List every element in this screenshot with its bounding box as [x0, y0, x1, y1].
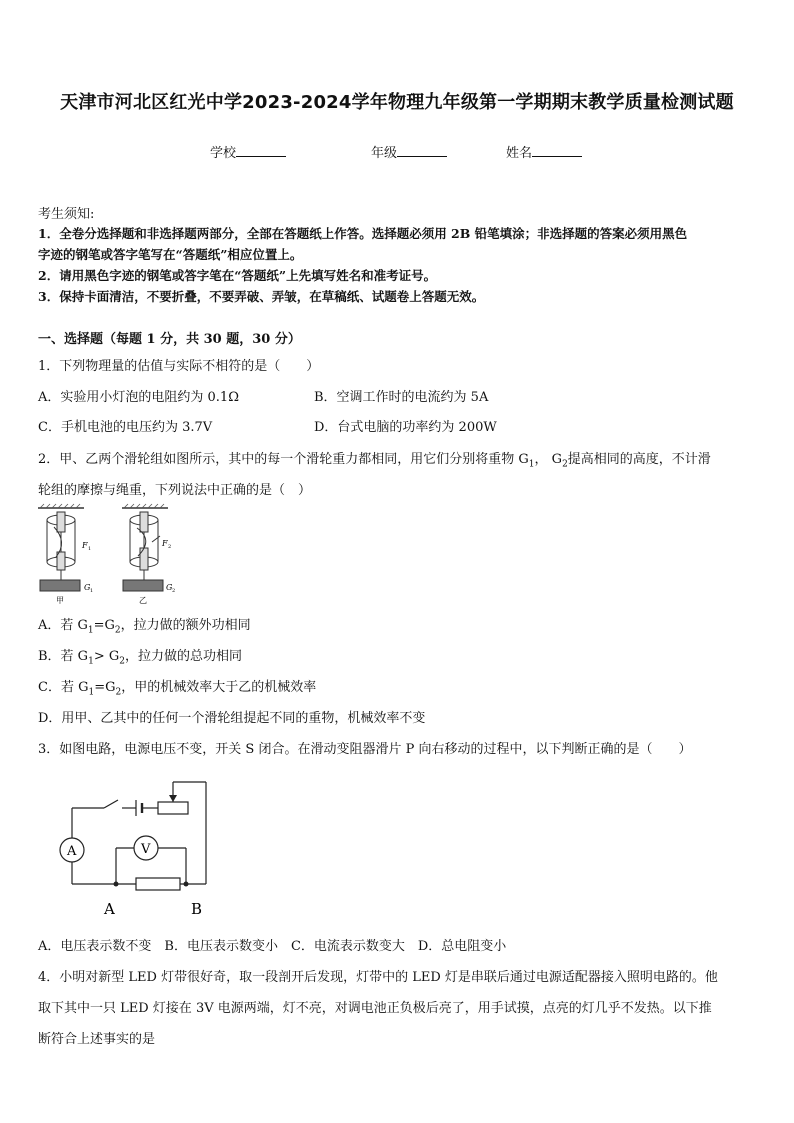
grade-field[interactable]: [371, 142, 447, 161]
grade-label: 年级: [371, 146, 398, 161]
notice-line-4: 3．保持卡面清洁，不要折叠，不要弄破、弄皱，在草稿纸、试题卷上答题无效。: [38, 289, 485, 304]
label-jia: 甲: [56, 596, 64, 605]
q2-b-pre: B．若 G: [38, 649, 89, 664]
q2-c-post: ，甲的机械效率大于乙的机械效率: [121, 680, 317, 695]
q2-sub-2: 2: [562, 459, 568, 470]
q2-c-sub1: 1: [88, 687, 95, 698]
q2-stem-line-2: 轮组的摩擦与绳重，下列说法中正确的是（ ）: [38, 483, 312, 498]
q1-option-c[interactable]: C．手机电池的电压约为 3.7V: [38, 420, 213, 435]
school-field[interactable]: [210, 142, 286, 161]
q2-option-c[interactable]: [38, 676, 316, 698]
q2-a-mid: =G: [93, 618, 115, 633]
q2-option-a[interactable]: [38, 614, 251, 636]
circuit-figure: [52, 774, 222, 922]
node-a-label: A: [104, 900, 115, 918]
node-b-dot: [184, 882, 189, 887]
notice-heading: 考生须知:: [38, 207, 95, 222]
pulley-figure: [34, 502, 184, 606]
q4-line-1: 4．小明对新型 LED 灯带很好奇，取一段剖开后发现，灯带中的 LED 灯是串联后通过电源适配器接入照明电路的。他: [38, 970, 718, 985]
notice-line-2: 字迹的钢笔或答字笔写在“答题纸”相应位置上。: [38, 247, 303, 262]
slider-arrow: [169, 795, 177, 802]
label-f2-sub: 2: [168, 544, 172, 550]
q2-c-pre: C．若 G: [38, 680, 89, 695]
label-g1: G: [84, 583, 91, 592]
node-a-dot: [114, 882, 119, 887]
name-field[interactable]: [506, 142, 582, 161]
name-blank[interactable]: [532, 144, 582, 157]
q2-b-sub1: 1: [88, 656, 94, 667]
q2-a-pre: A．若 G: [38, 618, 88, 633]
q2-option-d[interactable]: D．用甲、乙其中的任何一个滑轮组提起不同的重物，机械效率不变: [38, 711, 426, 726]
school-label: 学校: [210, 146, 237, 161]
q2-stem-line-1: [38, 448, 711, 470]
q2-b-sub2: 2: [119, 656, 125, 667]
page-title: 天津市河北区红光中学2023-2024学年物理九年级第一学期期末教学质量检测试题: [60, 92, 734, 113]
q2-stem-a: 2．甲、乙两个滑轮组如图所示，其中的每一个滑轮重力都相同，用它们分别将重物 G: [38, 452, 529, 467]
q2-stem-b: ， G: [534, 452, 563, 467]
label-g2-sub: 2: [172, 588, 176, 594]
q2-b-post: ，拉力做的总功相同: [124, 649, 242, 664]
q2-option-b[interactable]: [38, 645, 242, 667]
q2-c-sub2: 2: [115, 687, 122, 698]
q4-line-3: 断符合上述事实的是: [38, 1032, 156, 1047]
q2-c-mid: =G: [94, 680, 116, 695]
label-f1-sub: 1: [88, 546, 92, 552]
notice-line-3: 2．请用黑色字迹的钢笔或答字笔在“答题纸”上先填写姓名和准考证号。: [38, 268, 437, 283]
label-yi: 乙: [139, 596, 147, 605]
label-f1: F: [82, 541, 88, 550]
label-f2: F: [162, 539, 168, 548]
q1-option-d[interactable]: D．台式电脑的功率约为 200W: [314, 420, 497, 435]
circuit-wires: [72, 782, 206, 890]
q2-b-mid: > G: [93, 649, 120, 664]
grade-blank[interactable]: [397, 144, 447, 157]
name-label: 姓名: [506, 146, 533, 161]
weight-g1: [40, 580, 80, 591]
q2-a-post: ，拉力做的额外功相同: [120, 618, 251, 633]
pulley-system-left: [47, 512, 75, 580]
voltmeter-label: V: [141, 842, 151, 857]
node-b-label: B: [191, 900, 203, 918]
section-heading: 一、选择题（每题 1 分，共 30 题，30 分）: [38, 332, 301, 347]
q2-sub-1: 1: [528, 459, 535, 470]
label-g1-sub: 1: [90, 588, 94, 594]
weight-g2: [123, 580, 163, 591]
q2-stem-c: 提高相同的高度，不计滑: [567, 452, 711, 467]
q1-stem: 1．下列物理量的估值与实际不相符的是（ ）: [38, 359, 320, 374]
q3-options[interactable]: A．电压表示数不变 B．电压表示数变小 C．电流表示数变大 D．总电阻变小: [38, 939, 507, 954]
q1-option-a[interactable]: A．实验用小灯泡的电阻约为 0.1Ω: [38, 390, 239, 405]
school-blank[interactable]: [236, 144, 286, 157]
q2-a-sub1: 1: [87, 625, 94, 636]
q1-option-b[interactable]: B．空调工作时的电流约为 5A: [314, 390, 489, 405]
notice-line-1: 1．全卷分选择题和非选择题两部分，全部在答题纸上作答。选择题必须用 2B 铅笔填涂；非选择题的答案必须用黑色: [38, 226, 688, 241]
q4-line-2: 取下其中一只 LED 灯接在 3V 电源两端，灯不亮，对调电池正负极后亮了，用手试摸，点亮的灯几乎不发热。以下推: [38, 1001, 712, 1016]
ammeter-label: A: [67, 844, 77, 859]
label-g2: G: [166, 583, 173, 592]
pulley-system-right: [130, 512, 160, 580]
q2-a-sub2: 2: [114, 625, 121, 636]
q3-stem: 3．如图电路，电源电压不变，开关 S 闭合。在滑动变阻器滑片 P 向右移动的过程中，以下判断正确的是（ ）: [38, 742, 692, 757]
